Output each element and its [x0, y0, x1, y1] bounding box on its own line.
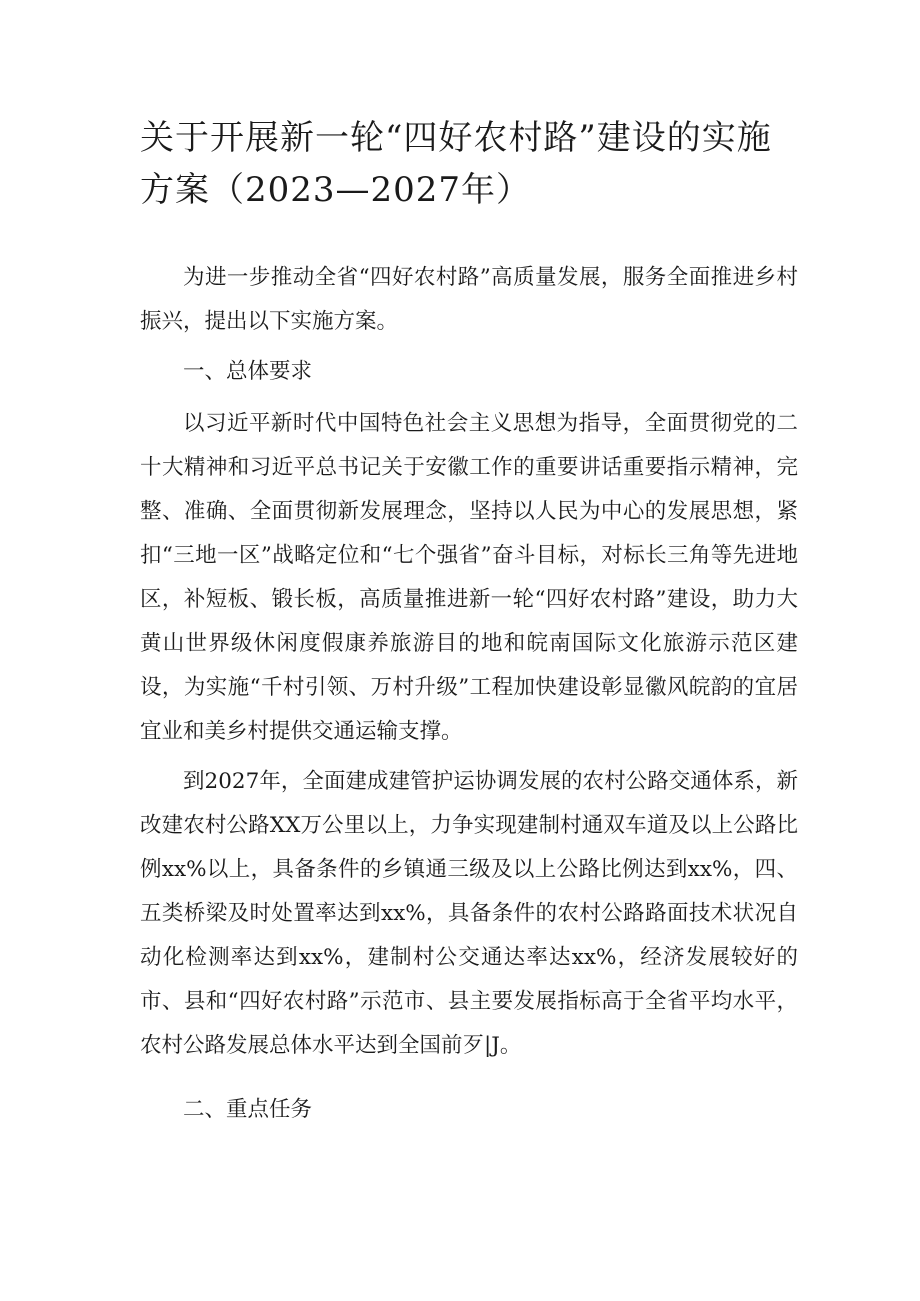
intro-paragraph: 为进一步推动全省“四好农村路”高质量发展，服务全面推进乡村振兴，提出以下实施方案。 — [140, 265, 798, 334]
targets-2027-paragraph: 到2027年，全面建成建管护运协调发展的农村公路交通体系，新改建农村公路XX万公里以上，力争实现建制村通双车道及以上公路比例xx%以上，具备条件的乡镇通三级及以上公路比例达到xx%，四、五类桥梁及时处置率达到xx%，具备条件的农村公路路面技术状况自动化检测率达到xx%，建制村公交通达率达xx%，经济发展较好的市、县和“四好农村路”示范市、县主要发展指标高于全省平均水平，农村公路发展总体水平达到全国前歹|J。 — [140, 769, 798, 1058]
section-heading-key-tasks: 二、重点任务 — [183, 1097, 313, 1122]
section-heading-general-requirements: 一、总体要求 — [183, 359, 313, 384]
document-title: 关于开展新一轮“四好农村路”建设的实施方案（2023—2027年） — [140, 118, 772, 210]
document-body — [140, 256, 798, 1140]
guiding-principles-paragraph: 以习近平新时代中国特色社会主义思想为指导，全面贯彻党的二十大精神和习近平总书记关于安徽工作的重要讲话重要指示精神，完整、准确、全面贯彻新发展理念，坚持以人民为中心的发展思想，紧扣“三地一区”战略定位和“七个强省”奋斗目标，对标长三角等先进地区，补短板、锻长板，高质量推进新一轮“四好农村路”建设，助力大黄山世界级休闲度假康养旅游目的地和皖南国际文化旅游示范区建设，为实施“千村引领、万村升级”工程加快建设彰显徽风皖韵的宜居宜业和美乡村提供交通运输支撑。 — [140, 411, 798, 744]
